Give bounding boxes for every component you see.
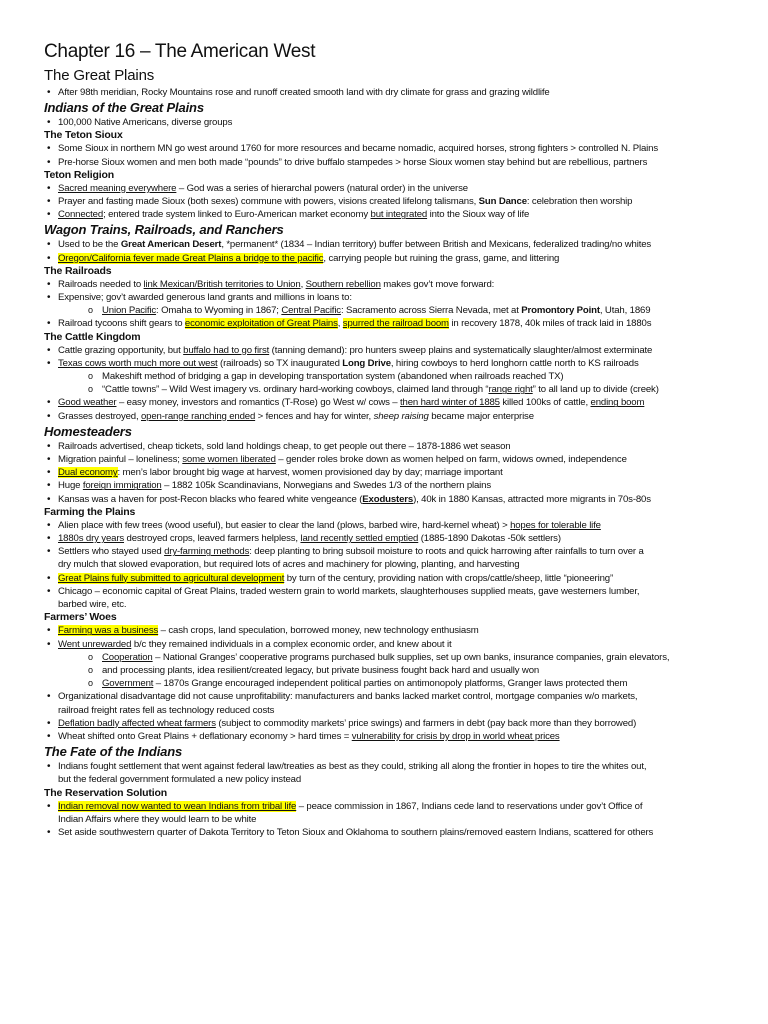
text-run: b/c they remained individuals in a complex economic order, and knew about it bbox=[131, 638, 452, 650]
list-item-continuation: but the federal government formulated a new policy instead bbox=[58, 774, 302, 786]
list-item-continuation: dry mulch that slowed evaporation, but required lots of acres and machinery for plowing, planting, and harvesting bbox=[58, 559, 520, 571]
text-run: : Omaha to Wyoming in 1867; bbox=[156, 305, 282, 317]
list-item bbox=[44, 638, 744, 651]
highlighted-text: Farming was a business bbox=[58, 625, 159, 637]
text-run: (tanning demand): pro hunters sweep plains and systematically slaughter/almost exterminate bbox=[269, 344, 653, 356]
text-run: – gender roles broke down as women helped on farm, widows owned, independence bbox=[275, 454, 627, 466]
sub-list-item bbox=[44, 383, 744, 396]
underlined-text: Connected bbox=[58, 209, 104, 221]
text-run: : men’s labor brought big wage at harvest, women provisioned day by day; marriage important bbox=[117, 467, 503, 479]
text-run: “Cattle towns” – Wild West imagery vs. ordinary hard-working cowboys, claimed land through “ bbox=[102, 384, 489, 396]
text-run: Wheat shifted onto Great Plains + deflationary economy > hard times = bbox=[58, 730, 352, 742]
text-run: – 1882 105k Scandinavians, Norwegians and Swedes 1/3 of the northern plains bbox=[161, 480, 491, 492]
woes-list bbox=[44, 624, 744, 743]
list-item bbox=[44, 182, 744, 195]
bold-text: Promontory Point bbox=[521, 305, 600, 317]
heading-railroads: The Railroads bbox=[44, 264, 112, 277]
underlined-text: link Mexican/British territories to Union bbox=[143, 278, 301, 290]
highlighted-text: spurred the railroad boom bbox=[342, 318, 449, 330]
text-run: Huge bbox=[58, 480, 83, 492]
list-item bbox=[44, 519, 744, 532]
text-run: ; entered trade system linked to Euro-American market economy bbox=[103, 209, 371, 221]
underlined-text: ending boom bbox=[590, 397, 645, 409]
underlined-text: then hard winter of 1885 bbox=[400, 397, 500, 409]
list-item-continuation: barbed wire, etc. bbox=[58, 599, 127, 611]
text-run: , bbox=[300, 278, 306, 290]
text-run: Railroads needed to bbox=[58, 278, 144, 290]
section-heading-great-plains: The Great Plains bbox=[44, 67, 155, 84]
list-item-continuation: railroad freight rates fell as technology reduced costs bbox=[58, 704, 275, 716]
text-run: Railroad tycoons shift gears to bbox=[58, 318, 185, 330]
list-item bbox=[44, 800, 744, 813]
text-run: > fences and hay for winter, bbox=[255, 410, 374, 422]
heading-farming-plains: Farming the Plains bbox=[44, 505, 136, 518]
bold-text: Long Drive bbox=[342, 357, 391, 369]
list-item bbox=[44, 357, 744, 370]
text-run: killed 100ks of cattle, bbox=[499, 397, 591, 409]
list-item bbox=[44, 410, 744, 423]
sub-list-item-continuation bbox=[44, 664, 744, 677]
underlined-text: Southern rebellion bbox=[305, 278, 381, 290]
reservation-list bbox=[44, 800, 744, 840]
list-item bbox=[44, 532, 744, 545]
list-item bbox=[44, 717, 744, 730]
highlighted-text: Oregon/California fever made Great Plains a bridge to the pacific bbox=[58, 252, 324, 264]
underlined-text: Government bbox=[102, 678, 154, 690]
text-run: in recovery 1878, 40k miles of track laid in 1880s bbox=[448, 318, 652, 330]
list-item: • Chicago – economic capital of Great Plains, traded western grain to world markets, slaughterhouses supplied meats, gave westerners lumber, bbox=[44, 585, 744, 598]
text-run: Grasses destroyed, bbox=[58, 410, 141, 422]
text-run: – National Granges’ cooperative programs purchased bulk supplies, set up own banks, insurance companies, grain elevators, bbox=[152, 651, 670, 663]
list-item bbox=[44, 453, 744, 466]
text-run: Cattle grazing opportunity, but bbox=[58, 344, 184, 356]
cattle-list bbox=[44, 344, 744, 423]
underlined-text: open-range ranching ended bbox=[141, 410, 256, 422]
text-run: makes gov’t move forward: bbox=[380, 278, 495, 290]
text-run: Migration painful – loneliness; bbox=[58, 454, 183, 466]
list-item bbox=[44, 317, 744, 330]
list-item bbox=[44, 572, 744, 585]
list-item bbox=[44, 545, 744, 558]
text-run: – easy money, investors and romantics (T-Rose) go West w/ cows – bbox=[116, 397, 400, 409]
list-item: • Railroads advertised, cheap tickets, sold land holdings cheap, to get people out there – 1878-1886 wet season bbox=[44, 440, 744, 453]
underlined-text: hopes for tolerable life bbox=[510, 519, 601, 531]
text-run: Alien place with few trees (wood useful), but easier to clear the land (plows, barbed wire, hard-kernel wheat) > bbox=[58, 519, 511, 531]
text-run: : Sacramento across Sierra Nevada, met at bbox=[340, 305, 522, 317]
heading-cattle-kingdom: The Cattle Kingdom bbox=[44, 330, 141, 343]
homesteaders-list bbox=[44, 440, 744, 506]
text-run: into the Sioux way of life bbox=[427, 209, 530, 221]
list-item: • After 98th meridian, Rocky Mountains rose and runoff created smooth land with dry climate for grass and grazing wildlife bbox=[44, 86, 744, 99]
heading-reservation-solution: The Reservation Solution bbox=[44, 786, 167, 799]
list-item: • Pre-horse Sioux women and men both made “pounds” to drive buffalo stampedes > horse Sioux women stay behind but are rebellious, partners bbox=[44, 156, 744, 169]
underlined-text: some women liberated bbox=[182, 454, 276, 466]
underlined-text: but integrated bbox=[370, 209, 428, 221]
text-run: Used to be the bbox=[58, 239, 121, 251]
text-run: Settlers who stayed used bbox=[58, 546, 165, 558]
list-item: • Indians fought settlement that went against federal law/treaties as best as they could, striking all along the frontier in hopes to tire the whites out, bbox=[44, 760, 744, 773]
underlined-text: Sacred meaning everywhere bbox=[58, 182, 177, 194]
railroads-list bbox=[44, 278, 744, 331]
wagon-list bbox=[44, 238, 744, 264]
sub-list-item bbox=[44, 651, 744, 664]
underlined-text: Texas cows worth much more out west bbox=[58, 357, 218, 369]
teton-religion-list bbox=[44, 182, 744, 222]
underlined-text: Deflation badly affected wheat farmers bbox=[58, 717, 216, 729]
underlined-text: land recently settled emptied bbox=[300, 533, 419, 545]
list-item bbox=[44, 730, 744, 743]
farming-list bbox=[44, 519, 744, 611]
list-item: • Expensive; gov’t awarded generous land grants and millions in loans to: bbox=[44, 291, 744, 304]
bold-text: Exodusters bbox=[362, 493, 414, 505]
text-run: Kansas was a haven for post-Recon blacks who feared white vengeance ( bbox=[58, 493, 363, 505]
underlined-text: foreign immigration bbox=[82, 480, 162, 492]
indians-list bbox=[44, 116, 744, 129]
text-run: , *permanent* (1834 – Indian territory) buffer between British and Mexicans, federalized trading/no whites bbox=[221, 239, 652, 251]
subsection-heading-indians: Indians of the Great Plains bbox=[44, 100, 204, 116]
sub-list-item bbox=[44, 677, 744, 690]
underlined-text: Good weather bbox=[58, 397, 117, 409]
fate-list bbox=[44, 760, 744, 786]
list-item bbox=[44, 466, 744, 479]
text-run: and processing plants, idea resilient/created legacy, but private business fought back hard and usually won bbox=[102, 664, 540, 676]
subsection-heading-fate-indians: The Fate of the Indians bbox=[44, 744, 183, 760]
bold-text: Great American Desert bbox=[120, 239, 222, 251]
list-item bbox=[44, 238, 744, 251]
list-item: • Set aside southwestern quarter of Dakota Territory to Teton Sioux and Oklahoma to southern plains/removed eastern Indians, scattered for others bbox=[44, 826, 744, 839]
underlined-text: buffalo had to go first bbox=[183, 344, 270, 356]
document-page bbox=[44, 40, 744, 839]
underlined-text: Cooperation bbox=[102, 651, 153, 663]
text-run: ), 40k in 1880 Kansas, attracted more migrants in 70s-80s bbox=[413, 493, 651, 505]
subsection-heading-homesteaders: Homesteaders bbox=[44, 423, 132, 439]
sub-list-item bbox=[44, 304, 744, 317]
highlighted-text: Great Plains fully submitted to agricultural development bbox=[58, 572, 285, 584]
list-item bbox=[44, 252, 744, 265]
list-item bbox=[44, 208, 744, 221]
underlined-text: vulnerability for crisis by drop in world wheat prices bbox=[351, 730, 560, 742]
list-item bbox=[44, 344, 744, 357]
text-run: – God was a series of hierarchal powers (natural order) in the universe bbox=[176, 182, 468, 194]
highlighted-text: Indian removal now wanted to wean Indians from tribal life bbox=[58, 800, 297, 812]
list-item: • 100,000 Native Americans, diverse groups bbox=[44, 116, 744, 129]
underlined-text: Union Pacific bbox=[102, 305, 157, 317]
text-run: (railroads) so TX inaugurated bbox=[217, 357, 343, 369]
list-item bbox=[44, 493, 744, 506]
list-item-continuation: Indian Affairs where they would learn to be white bbox=[58, 813, 257, 825]
text-run: destroyed crops, leaved farmers helpless, bbox=[124, 533, 301, 545]
underlined-text: Central Pacific bbox=[281, 305, 341, 317]
list-item: • Some Sioux in northern MN go west around 1760 for more resources and became nomadic, acquired horses, strong fighters > controlled N. Plains bbox=[44, 142, 744, 155]
text-run: Prayer and fasting made Sioux (both sexes) commune with powers, visions created lifelong talismans, bbox=[58, 196, 479, 208]
text-run: by turn of the century, providing nation with crops/cattle/sheep, little “pioneering” bbox=[284, 572, 613, 584]
subsection-heading-wagon-trains: Wagon Trains, Railroads, and Ranchers bbox=[44, 222, 284, 238]
list-item bbox=[44, 479, 744, 492]
underlined-text: 1880s dry years bbox=[58, 533, 125, 545]
text-run: , hiring cowboys to herd longhorn cattle north to KS railroads bbox=[390, 357, 639, 369]
list-item bbox=[44, 624, 744, 637]
list-item bbox=[44, 396, 744, 409]
text-run: ” to all land up to divide (creek) bbox=[532, 384, 659, 396]
text-run: – 1870s Grange encouraged independent political parties on antimonopoly platforms, Granger laws protected them bbox=[153, 678, 628, 690]
list-item: • Organizational disadvantage did not cause unprofitability: manufacturers and banks lacked market control, mortgage companies w/o markets, bbox=[44, 690, 744, 703]
bold-text: Sun Dance bbox=[478, 196, 527, 208]
text-run: , Utah, 1869 bbox=[599, 305, 651, 317]
text-run: (subject to commodity markets’ price swings) and farmers in debt (pay back more than they borrowed) bbox=[215, 717, 637, 729]
highlighted-text: Dual economy bbox=[58, 467, 118, 479]
text-run: – cash crops, land speculation, borrowed money, new technology enthusiasm bbox=[158, 625, 479, 637]
highlighted-text: economic exploitation of Great Plains bbox=[184, 318, 338, 330]
text-run: , carrying people but ruining the grass, game, and littering bbox=[323, 252, 560, 264]
text-run: – peace commission in 1867, Indians cede land to reservations under gov’t Office of bbox=[296, 800, 643, 812]
heading-teton-religion: Teton Religion bbox=[44, 168, 115, 181]
text-run: : deep planting to bring subsoil moisture to roots and quick harrowing after rainfalls to turn over a bbox=[249, 546, 644, 558]
heading-farmers-woes: Farmers’ Woes bbox=[44, 611, 117, 624]
underlined-text: range right bbox=[488, 384, 533, 396]
text-run: (1885-1890 Dakotas -50k settlers) bbox=[418, 533, 561, 545]
underlined-text: dry-farming methods bbox=[164, 546, 250, 558]
sub-list-item: o Makeshift method of bridging a gap in developing transportation system (abandoned when railroads reached TX) bbox=[44, 370, 744, 383]
italic-text: sheep raising bbox=[373, 410, 429, 422]
great-plains-list bbox=[44, 86, 744, 99]
underlined-text: Went unrewarded bbox=[58, 638, 132, 650]
text-run: , bbox=[337, 318, 343, 330]
page-title: Chapter 16 – The American West bbox=[44, 41, 316, 62]
list-item bbox=[44, 278, 744, 291]
text-run: : celebration then worship bbox=[526, 196, 633, 208]
heading-teton-sioux: The Teton Sioux bbox=[44, 129, 123, 142]
teton-sioux-list bbox=[44, 142, 744, 168]
text-run: became major enterprise bbox=[428, 410, 534, 422]
list-item bbox=[44, 195, 744, 208]
